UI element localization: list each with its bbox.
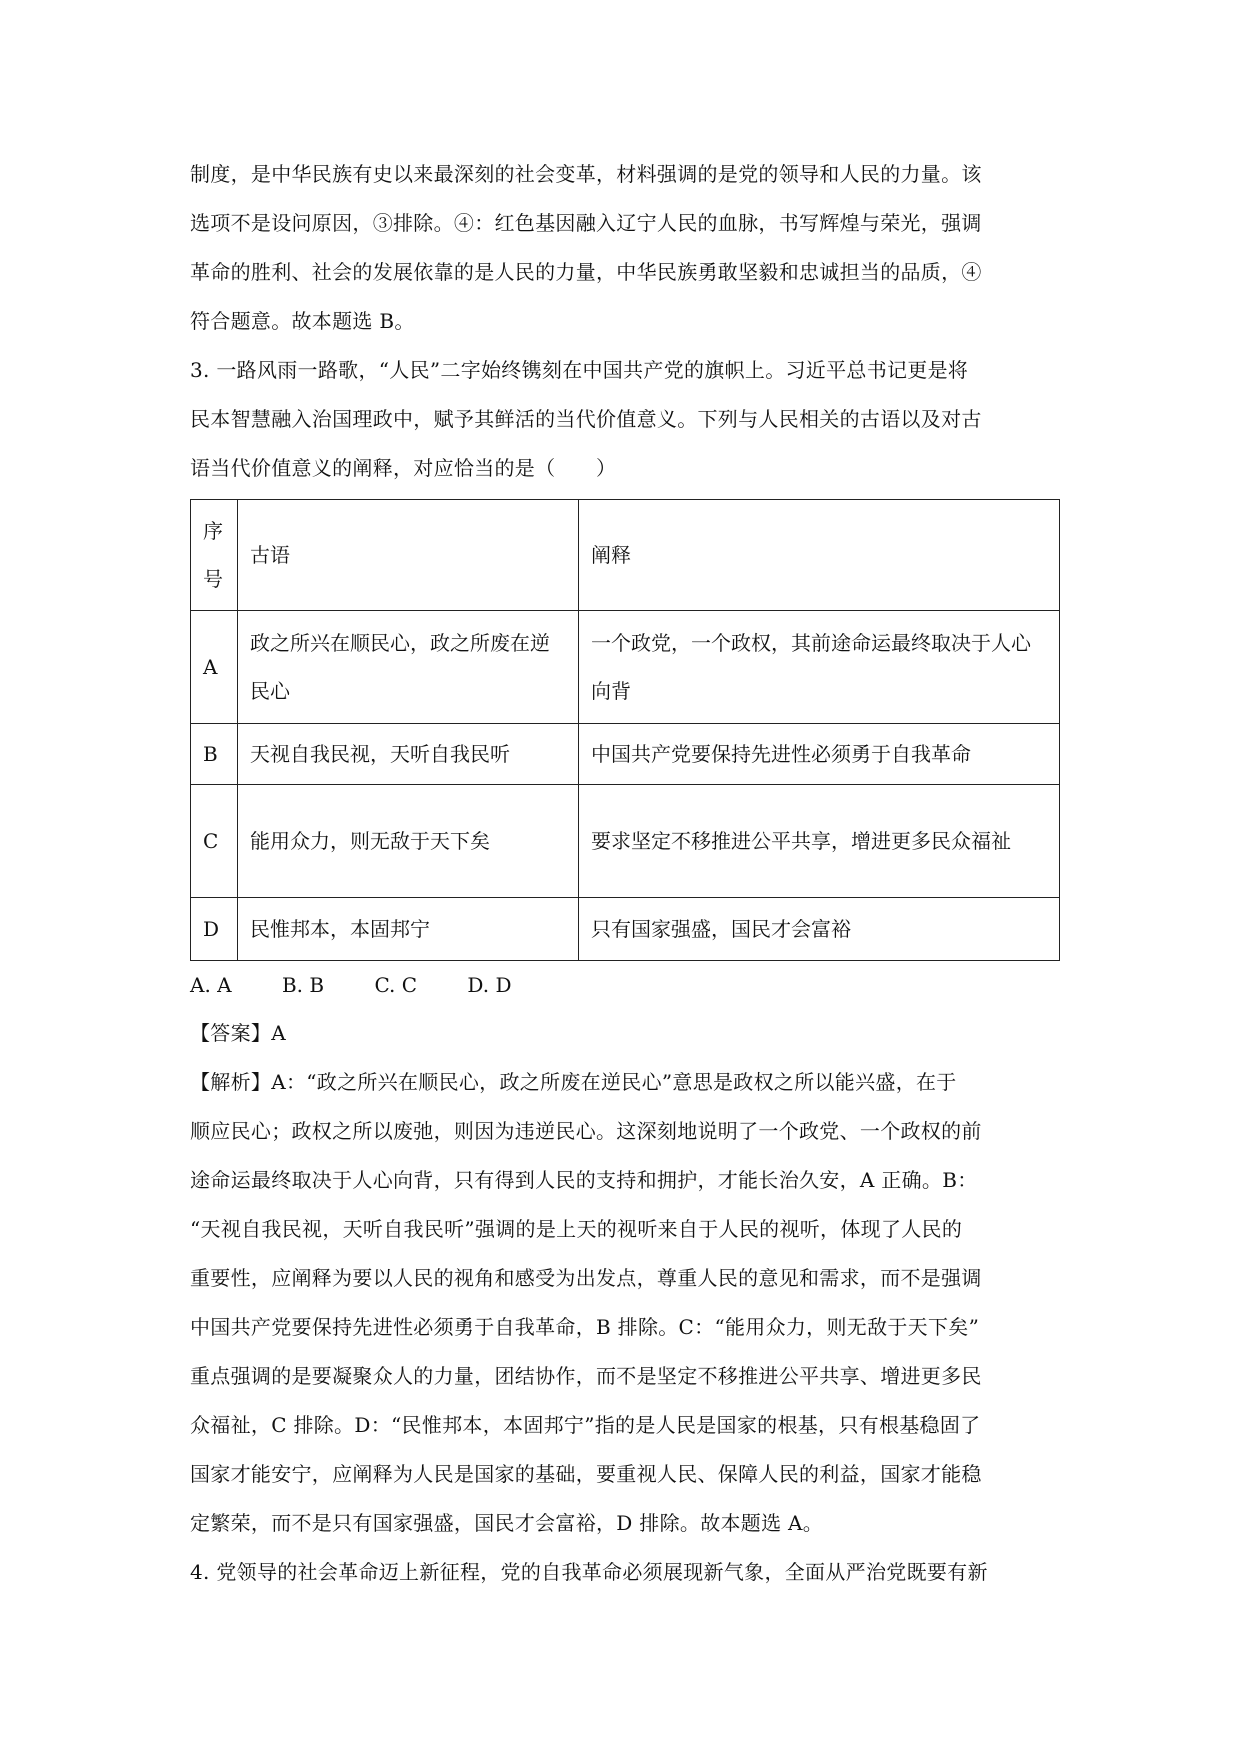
table-header-ancient: 古语 [238,500,579,611]
analysis-line: 顺应民心；政权之所以废弛，则因为违逆民心。这深刻地说明了一个政党、一个政权的前 [190,1119,982,1143]
table-cell-no: A [191,611,238,724]
text-line: 制度，是中华民族有史以来最深刻的社会变革，材料强调的是党的领导和人民的力量。该 [190,162,982,186]
table-cell-explain: 中国共产党要保持先进性必须勇于自我革命 [579,724,1060,785]
table-header-explain: 阐释 [579,500,1060,611]
analysis-line: 重要性，应阐释为要以人民的视角和感受为出发点，尊重人民的意见和需求，而不是强调 [190,1266,982,1290]
table-cell-explain: 要求坚定不移推进公平共享，增进更多民众福祉 [579,785,1060,898]
answer-line: 【答案】A [190,1021,286,1045]
table-row [191,724,1060,785]
text-line: 选项不是设问原因，③排除。④：红色基因融入辽宁人民的血脉，书写辉煌与荣光，强调 [190,211,982,235]
table-header-row [191,500,1060,611]
table-cell-explain: 一个政党，一个政权，其前途命运最终取决于人心向背 [579,611,1060,724]
analysis-line: 定繁荣，而不是只有国家强盛，国民才会富裕，D 排除。故本题选 A。 [190,1511,824,1535]
question-3-text: 3. 一路风雨一路歌，“人民”二字始终镌刻在中国共产党的旗帜上。习近平总书记更是将 [190,358,969,382]
table-cell-ancient: 民惟邦本，本固邦宁 [238,898,579,961]
option-c: C. C [374,973,418,997]
analysis-line: 众福祉，C 排除。D：“民惟邦本，本固邦宁”指的是人民是国家的根基，只有根基稳固了 [190,1413,981,1437]
question-3-text: 语当代价值意义的阐释，对应恰当的是（ ） [190,456,617,480]
table-row [191,611,1060,724]
analysis-line: 中国共产党要保持先进性必须勇于自我革命，B 排除。C：“能用众力，则无敌于天下矣” [190,1315,980,1339]
table-cell-ancient: 能用众力，则无敌于天下矣 [238,785,579,898]
analysis-line: “天视自我民视，天听自我民听”强调的是上天的视听来自于人民的视听，体现了人民的 [190,1217,963,1241]
analysis-line: 途命运最终取决于人心向背，只有得到人民的支持和拥护，才能长治久安，A 正确。B： [190,1168,978,1192]
table-cell-ancient: 政之所兴在顺民心，政之所废在逆民心 [238,611,579,724]
analysis-line: 重点强调的是要凝聚众人的力量，团结协作，而不是坚定不移推进公平共享、增进更多民 [190,1364,982,1388]
document-page [190,150,1060,1597]
table-cell-no: C [191,785,238,898]
table-cell-ancient: 天视自我民视，天听自我民听 [238,724,579,785]
question-4-text: 4. 党领导的社会革命迈上新征程，党的自我革命必须展现新气象，全面从严治党既要有新 [190,1560,988,1584]
analysis-line: 【解析】A：“政之所兴在顺民心，政之所废在逆民心”意思是政权之所以能兴盛，在于 [190,1070,957,1094]
question-table [190,499,1060,961]
table-row [191,785,1060,898]
table-header-no: 序号 [191,500,238,611]
table-row [191,898,1060,961]
option-a: A. A [190,973,232,997]
table-cell-no: B [191,724,238,785]
answer-options [190,961,1060,1009]
option-d: D. D [467,973,512,997]
text-line: 革命的胜利、社会的发展依靠的是人民的力量，中华民族勇敢坚毅和忠诚担当的品质，④ [190,260,982,284]
question-3-text: 民本智慧融入治国理政中，赋予其鲜活的当代价值意义。下列与人民相关的古语以及对古 [190,407,982,431]
text-line: 符合题意。故本题选 B。 [190,309,415,333]
table-cell-no: D [191,898,238,961]
table-cell-explain: 只有国家强盛，国民才会富裕 [579,898,1060,961]
analysis-line: 国家才能安宁，应阐释为人民是国家的基础，要重视人民、保障人民的利益，国家才能稳 [190,1462,982,1486]
option-b: B. B [281,973,325,997]
